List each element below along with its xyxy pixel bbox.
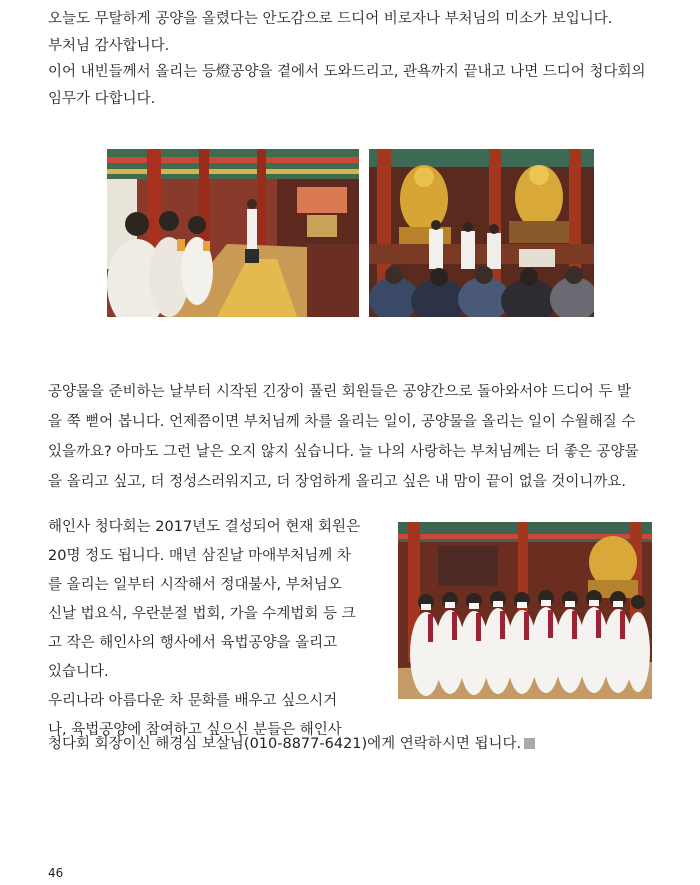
middle-line: 있을까요? 아마도 그런 날은 오지 않지 싶습니다. 늘 나의 사랑하는 부처님께는 더 좋은 공양물 xyxy=(48,444,639,460)
intro-line: 부처님 감사합니다. xyxy=(48,37,170,54)
lower-line: 를 올리는 일부터 시작해서 정대불사, 부처님오 xyxy=(48,577,342,593)
end-mark-icon xyxy=(524,738,535,749)
intro-paragraph xyxy=(48,6,668,112)
middle-line: 공양물을 준비하는 날부터 시작된 긴장이 풀린 회원들은 공양간으로 돌아와서야 드디어 두 발 xyxy=(48,384,631,400)
chant-hall-offering-photo xyxy=(107,149,359,317)
buddha-hall-offering-photo xyxy=(369,149,594,317)
middle-line: 을 쭉 뻗어 봅니다. 언제쯤이면 부처님께 차를 올리는 일이, 공양물을 올리는 일이 수월해질 수 xyxy=(48,414,636,430)
intro-line: 오늘도 무탈하게 공양을 올렸다는 안도감으로 드디어 비로자나 부처님의 미소가 보입니다. xyxy=(48,11,613,27)
lower-line: 20명 정도 됩니다. 매년 삼짇날 마애부처님께 차 xyxy=(48,548,351,564)
lower-line: 고 작은 해인사의 행사에서 육법공양을 올리고 xyxy=(48,635,338,651)
lower-line: 나, 육법공양에 참여하고 싶으신 분들은 해인사 xyxy=(48,722,342,738)
middle-paragraph xyxy=(48,377,658,497)
tea-society-group-photo xyxy=(398,522,652,699)
lower-line: 해인사 청다회는 2017년도 결성되어 현재 회원은 xyxy=(48,519,361,535)
lower-line: 우리나라 아름다운 차 문화를 배우고 싶으시거 xyxy=(48,693,338,709)
lower-line: 신날 법요식, 우란분절 법회, 가을 수계법회 등 크 xyxy=(48,606,356,622)
intro-line: 이어 내빈들께서 올리는 등燈공양을 곁에서 도와드리고, 관욕까지 끝내고 나면 드디어 청다회의 xyxy=(48,64,646,80)
intro-line: 임무가 다합니다. xyxy=(48,90,156,107)
contact-text: 청다회 회장이신 해경심 보살님(010-8877-6421)에게 연락하시면 됩니다. xyxy=(48,736,522,752)
contact-line xyxy=(48,730,535,758)
page-number: 46 xyxy=(48,866,64,880)
lower-line: 있습니다. xyxy=(48,664,109,680)
lower-paragraph xyxy=(48,513,368,745)
middle-line: 을 올리고 싶고, 더 정성스러워지고, 더 장엄하게 올리고 싶은 내 맘이 끝이 없을 것이니까요. xyxy=(48,474,626,490)
